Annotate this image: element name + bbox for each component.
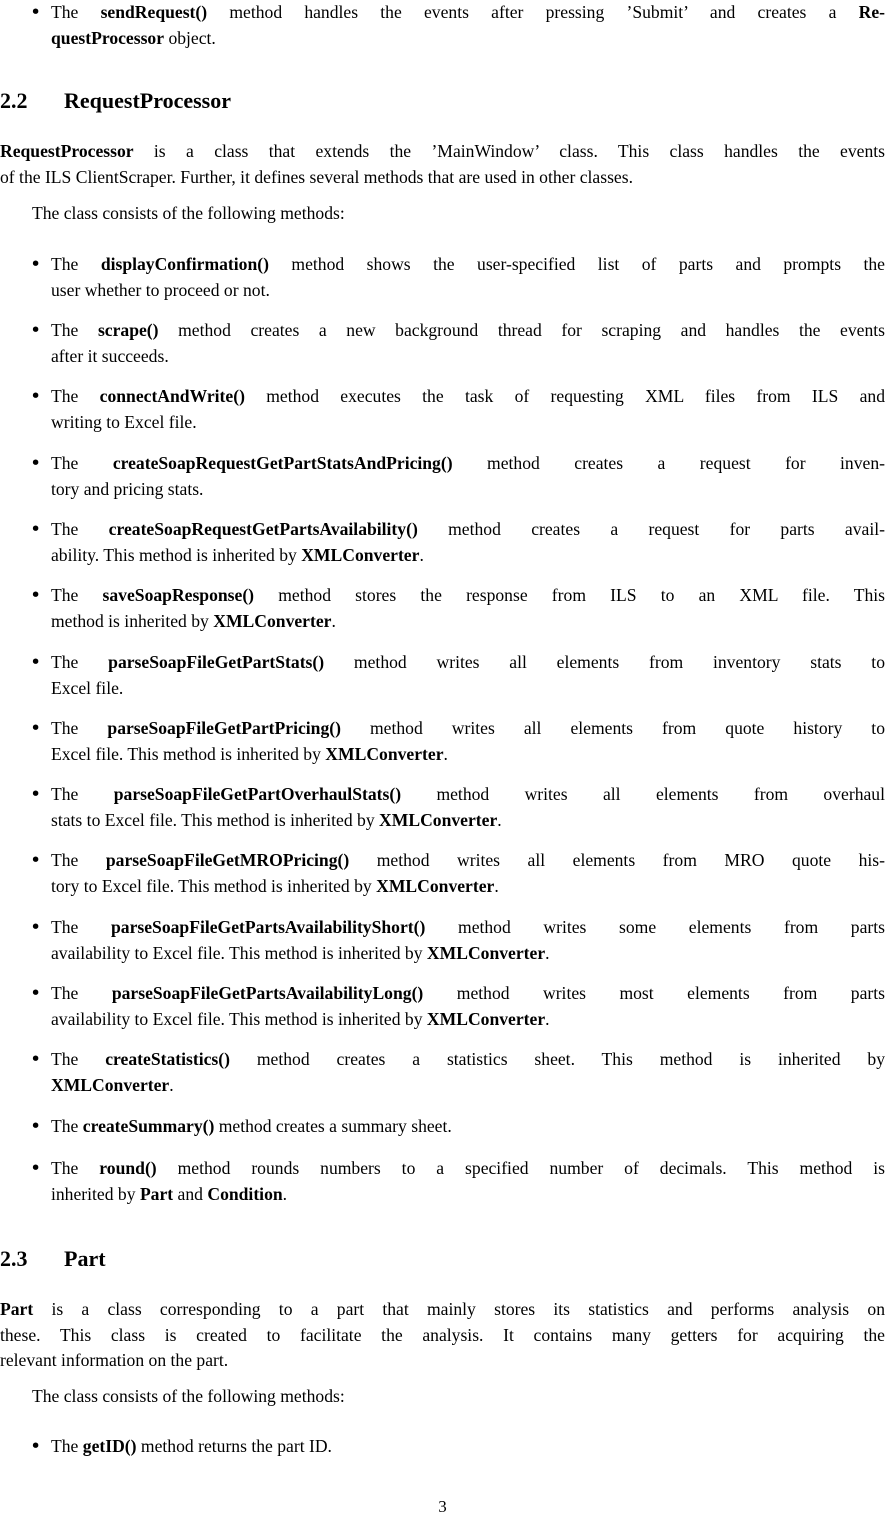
list-item-text <box>51 1114 885 1140</box>
text-run: The <box>51 254 101 274</box>
text-run: method creates a statistics sheet. This method is inherited by <box>229 1049 885 1069</box>
list-item-text <box>51 451 885 502</box>
text-line <box>51 517 885 543</box>
bold-term: createSummary() <box>82 1116 215 1136</box>
bold-term: scrape() <box>97 320 159 340</box>
text-line <box>51 848 885 874</box>
section-heading-2-3 <box>0 1246 106 1272</box>
bold-term: Condition <box>207 1183 283 1204</box>
list-item-text <box>51 782 885 833</box>
text-run: The <box>51 2 101 22</box>
text-run: method rounds numbers to a specified number of decimals. This method is <box>156 1158 885 1178</box>
text-run: availability to Excel file. This method is inherited by <box>51 942 427 963</box>
text-run: . <box>443 743 448 764</box>
text-line <box>51 874 885 900</box>
bullet-icon: • <box>30 1157 42 1179</box>
text-run: method shows the user-specified list of parts and prompts the <box>268 254 885 274</box>
text-run: stats to Excel file. This method is inherited by <box>51 809 380 830</box>
text-line <box>0 1297 885 1323</box>
text-line <box>51 318 885 344</box>
text-run: is a class corresponding to a part that mainly stores its statistics and performs analysis on <box>33 1299 885 1319</box>
text-run: The <box>51 1436 83 1456</box>
list-item-text <box>51 252 885 303</box>
list-item-text <box>51 318 885 369</box>
text-run: method writes all elements from MRO quote his- <box>349 850 885 870</box>
text-run: . <box>497 809 502 830</box>
list-item-text <box>51 1434 885 1460</box>
bold-term: parseSoapFileGetPartPricing() <box>107 718 341 738</box>
bold-term: connectAndWrite() <box>99 386 245 406</box>
text-line <box>51 609 885 635</box>
bold-term: questProcessor <box>51 27 165 48</box>
text-run: tory and pricing stats. <box>51 478 204 499</box>
text-run: . <box>419 544 424 565</box>
bold-term: RequestProcessor <box>0 141 134 161</box>
bullet-icon: • <box>30 1435 42 1457</box>
bold-term: XMLConverter <box>379 809 498 830</box>
paragraph <box>0 1297 885 1374</box>
text-line <box>51 941 885 967</box>
text-run: . <box>331 610 336 631</box>
text-run: method is inherited by <box>51 610 214 631</box>
text-run: availability to Excel file. This method is inherited by <box>51 1008 427 1029</box>
text-line <box>51 915 885 941</box>
list-item-text <box>51 716 885 767</box>
text-line <box>51 1182 885 1208</box>
bold-term: round() <box>99 1158 157 1178</box>
text-line <box>51 477 885 503</box>
section-title: RequestProcessor <box>64 88 231 113</box>
text-line <box>51 1007 885 1033</box>
text-run: The <box>51 983 112 1003</box>
text-run: . <box>494 875 499 896</box>
text-line <box>51 410 885 436</box>
text-run: The <box>51 453 113 473</box>
text-run: The <box>51 917 111 937</box>
text-run: Excel file. <box>51 677 124 698</box>
text-run: The <box>51 652 109 672</box>
text-line <box>51 676 885 702</box>
bold-term: createSoapRequestGetPartStatsAndPricing() <box>112 453 453 473</box>
text-run: method stores the response from ILS to an XML file. This <box>254 585 885 605</box>
text-run: after it succeeds. <box>51 345 169 366</box>
list-item-text <box>51 650 885 701</box>
bold-term: parseSoapFileGetPartStats() <box>108 652 325 672</box>
text-line <box>51 1114 885 1140</box>
text-line <box>51 650 885 676</box>
paragraph <box>0 139 885 190</box>
bold-term: createStatistics() <box>105 1049 230 1069</box>
bold-term: XMLConverter <box>51 1074 170 1095</box>
bullet-icon: • <box>30 584 42 606</box>
bold-term: parseSoapFileGetPartsAvailabilityShort() <box>110 917 426 937</box>
text-run: method creates a summary sheet. <box>214 1116 452 1136</box>
text-run: . <box>169 1074 174 1095</box>
text-line <box>51 1073 885 1099</box>
text-line <box>51 808 885 834</box>
bold-term: sendRequest() <box>100 2 208 22</box>
bold-term: XMLConverter <box>426 1008 546 1029</box>
bullet-icon: • <box>30 982 42 1004</box>
bold-term: saveSoapResponse() <box>102 585 255 605</box>
text-run: The <box>51 784 114 804</box>
list-intro: The class consists of the following methods: <box>32 1386 345 1406</box>
list-item-text <box>51 384 885 435</box>
text-line <box>51 26 885 52</box>
text-run: method creates a new background thread for scraping and handles the events <box>158 320 885 340</box>
text-run: The <box>51 1049 106 1069</box>
text-run: method creates a request for inven- <box>452 453 885 473</box>
bullet-icon: • <box>30 1048 42 1070</box>
bold-term: XMLConverter <box>426 942 546 963</box>
bold-term: XMLConverter <box>213 610 332 631</box>
text-line <box>51 1434 885 1460</box>
text-run: The <box>51 850 106 870</box>
list-item-text <box>51 848 885 899</box>
text-run: The <box>51 585 103 605</box>
list-item-text <box>51 915 885 966</box>
bullet-icon: • <box>30 319 42 341</box>
text-line <box>0 139 885 165</box>
bold-term: parseSoapFileGetMROPricing() <box>105 850 350 870</box>
text-run: user whether to proceed or not. <box>51 279 270 300</box>
text-line <box>51 716 885 742</box>
list-item-text <box>51 981 885 1032</box>
text-run: . <box>545 1008 550 1029</box>
bold-term: XMLConverter <box>301 544 420 565</box>
text-line <box>51 384 885 410</box>
bold-term: parseSoapFileGetPartOverhaulStats() <box>113 784 402 804</box>
text-run: The <box>51 1158 100 1178</box>
text-line <box>51 981 885 1007</box>
bold-term: parseSoapFileGetPartsAvailabilityLong() <box>111 983 424 1003</box>
page-number: 3 <box>438 1497 447 1516</box>
section-number: 2.2 <box>0 88 28 113</box>
text-run: method writes all elements from inventory stats to <box>324 652 885 672</box>
text-run: The <box>51 386 100 406</box>
text-run: method returns the part ID. <box>136 1436 332 1456</box>
text-line <box>51 782 885 808</box>
text-line <box>0 165 885 191</box>
bullet-icon: • <box>30 518 42 540</box>
bold-term: XMLConverter <box>325 743 444 764</box>
bullet-icon: • <box>30 452 42 474</box>
text-run: relevant information on the part. <box>0 1350 229 1370</box>
bullet-icon: • <box>30 717 42 739</box>
bold-term: Part <box>0 1299 34 1319</box>
text-run: . <box>545 942 550 963</box>
bullet-icon: • <box>30 1115 42 1137</box>
text-run: Excel file. This method is inherited by <box>51 743 326 764</box>
text-run: The <box>51 718 108 738</box>
text-run: tory to Excel file. This method is inherited by <box>51 875 377 896</box>
text-line <box>51 0 885 26</box>
text-run: object. <box>164 27 216 48</box>
bullet-icon: • <box>30 783 42 805</box>
bold-term: displayConfirmation() <box>100 254 269 274</box>
text-run: inherited by <box>51 1183 140 1204</box>
text-run: of the ILS ClientScraper. Further, it defines several methods that are used in other classes. <box>0 166 633 187</box>
list-item-text <box>51 583 885 634</box>
text-line <box>51 543 885 569</box>
bullet-icon: • <box>30 651 42 673</box>
text-run: is a class that extends the ’MainWindow’ class. This class handles the events <box>133 141 885 161</box>
text-line <box>51 278 885 304</box>
text-line <box>51 344 885 370</box>
text-run: method handles the events after pressing ’Submit’ and creates a <box>207 2 859 22</box>
text-line <box>0 1323 885 1349</box>
text-line <box>0 1348 885 1374</box>
bold-term: createSoapRequestGetPartsAvailability() <box>108 519 418 539</box>
text-run: method writes most elements from parts <box>423 983 885 1003</box>
text-run: method writes all elements from overhaul <box>401 784 885 804</box>
text-run: The <box>51 1116 83 1136</box>
list-item-text <box>51 517 885 568</box>
section-number: 2.3 <box>0 1246 28 1271</box>
text-run: method writes all elements from quote history to <box>340 718 885 738</box>
text-run: and <box>173 1183 208 1204</box>
bullet-icon: • <box>30 916 42 938</box>
text-run: ability. This method is inherited by <box>51 544 302 565</box>
text-run: method writes some elements from parts <box>425 917 885 937</box>
text-run: method executes the task of requesting XML files from ILS and <box>244 386 885 406</box>
text-run: writing to Excel file. <box>51 411 197 432</box>
bullet-icon: • <box>30 385 42 407</box>
bold-term: Re- <box>858 2 885 22</box>
section-title: Part <box>64 1246 106 1271</box>
section-heading-2-2 <box>0 88 231 114</box>
bold-term: getID() <box>82 1436 137 1456</box>
text-line <box>51 252 885 278</box>
text-line <box>51 1156 885 1182</box>
list-item-text <box>51 1156 885 1207</box>
bullet-icon: • <box>30 253 42 275</box>
text-line <box>51 742 885 768</box>
bold-term: XMLConverter <box>376 875 495 896</box>
bold-term: Part <box>139 1183 174 1204</box>
bullet-icon: • <box>30 849 42 871</box>
bullet-icon: • <box>30 1 42 23</box>
list-intro: The class consists of the following methods: <box>32 203 345 223</box>
text-line <box>51 1047 885 1073</box>
text-run: method creates a request for parts avail- <box>417 519 885 539</box>
list-item-text <box>51 1047 885 1098</box>
list-item-text <box>51 0 885 51</box>
text-run: these. This class is created to facilitate the analysis. It contains many getters for acquiring the <box>0 1324 885 1345</box>
text-line <box>51 583 885 609</box>
text-run: The <box>51 519 109 539</box>
text-run: . <box>282 1183 288 1204</box>
text-run: The <box>51 320 98 340</box>
text-line <box>51 451 885 477</box>
